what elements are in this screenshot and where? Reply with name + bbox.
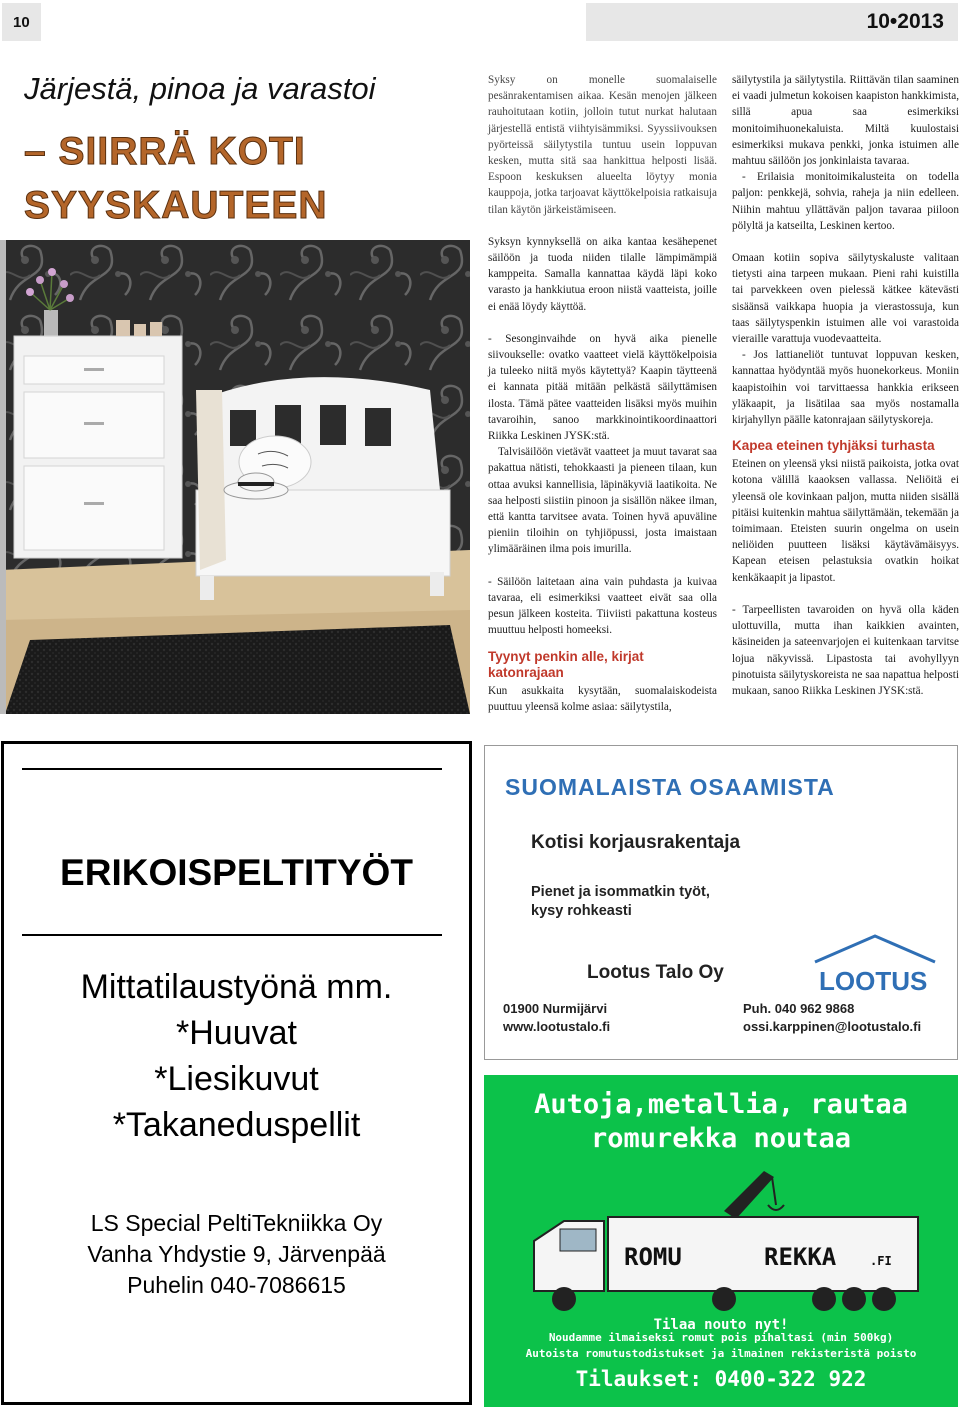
truck-text-tld: .FI bbox=[870, 1254, 892, 1268]
article-lead: Syksy on monelle suomalaiselle pesänrakentamisen aikaa. Kesän menojen jälkeen rauhoitutaan kotiin, jolloin tutut nurkat halutaan järjestellä entistä viihtyisämmiksi. Syyssiivouksen pyörteissä säilytystila tuntuu usein loppuvan kesken, mutta sitä saa hankittua helposti lisää. Espoon keskuksen alueelta löytyy monia kauppoja, jotka tarjoavat käyttökelpoisia ratkaisuja tilan käytön järkeistämiseen. bbox=[488, 74, 717, 216]
ad-line: *Liesikuvut bbox=[154, 1060, 319, 1098]
article-paragraph: - Tarpeellisten tavaroiden on hyvä olla käden ulottuvilla, mutta ihan kaikkien avainten, käsineiden ja sateenvarjojen ei kuitenkaan tarvitse lojua näkyvissä. Lipastosta tai avohyllyyn pinotuista säilytyskoreista ne saa napattua helposti mukaan, sanoo Riikka Leskinen JYSK:stä. bbox=[732, 603, 959, 697]
article-title-line1: – SIIRRÄ KOTI bbox=[24, 130, 306, 173]
truck-text-right: REKKA bbox=[764, 1243, 837, 1271]
article-paragraph: säilytystila ja säilytystila. Riittävän tilan saaminen ei vaadi julmetun kokoisen kaapiston hankkimista, sillä apua saa esimerkiksi monitoimihuonekaluista. Miltä kuulostaisi esimerkiksi mukava penkki, jonka istuimen alle mahtuu säilöön jos jonkinlaista tavaraa. bbox=[732, 74, 959, 168]
article-paragraph: - Säilöön laitetaan aina vain puhdasta ja kuivaa tavaraa, eli esimerkiksi vaatteet eivät saa olla pesun jälkeen kosteita. Tiiviisti pakattuna kosteus muuttuu helposti homeeksi. bbox=[488, 575, 717, 637]
ad-romurekka bbox=[484, 1075, 958, 1407]
ad-tagline bbox=[531, 883, 710, 921]
article-paragraph: Eteinen on yleensä yksi niistä paikoista, jotka ovat kotona välillä kaaoksen vallassa. Neliöitä ei yleensä ole kovinkaan paljon, mutta niiden sisällä pitäisi kuitenkin mahtua säilyttämään, tekemään ja toimimaan. Eteisten suurin ongelma on usein neliöiden puutteen lisäksi käytävämäisyys. Kapean eteisen pelastuksia ovatkin hoikat kenkäkaapit ja lipastot. bbox=[732, 458, 959, 584]
ad-offer: Noudamme ilmaiseksi romut pois pihaltasi (min 500kg) bbox=[548, 1331, 894, 1344]
ad-lootus bbox=[484, 745, 958, 1060]
truck-text-left: ROMU bbox=[624, 1243, 682, 1271]
truck-illustration bbox=[524, 1171, 924, 1331]
ad-line: *Huuvat bbox=[176, 1014, 297, 1052]
ad-contact-left bbox=[503, 1000, 610, 1036]
ad-heading: SUOMALAISTA OSAAMISTA bbox=[505, 774, 835, 800]
issue-box bbox=[586, 3, 958, 41]
ad-tagline-line: Pienet ja isommatkin työt, bbox=[531, 884, 710, 900]
article-paragraph: - Sesonginvaihde on hyvä aika pienelle siivoukselle: ovatko vaatteet vielä käyttökelpoisia ja tuleeko niitä myös käytettyä? Kaapin täytteenä ei kannata pitää mitään pelkästä säilyttämisen ilosta. Tämä pätee vaatteiden lisäksi myös muihin tavaroihin, sanoo markkinointikoordinaattori Riikka Leskinen JYSK:stä. bbox=[488, 332, 717, 443]
article-column-2 bbox=[732, 72, 959, 699]
ad-contact-right bbox=[743, 1000, 921, 1036]
ad-heading-line2: romurekka noutaa bbox=[590, 1123, 852, 1154]
ad-website-link[interactable]: www.lootustalo.fi bbox=[503, 1019, 611, 1034]
article-paragraph: Syksyn kynnyksellä on aika kantaa kesähepenet säilöön ja tuoda niiden tilalle lämpimämpiä kamppeita. Samalla kannattaa käydä läpi koko varasto ja hankkiutua eroon niistä vaatteista, joille ei enää löydy käyttöä. bbox=[488, 235, 717, 313]
article-paragraph: - Jos lattianeliöt tuntuvat loppuvan kesken, kannattaa hyödyntää myös huonekorkeus. Moniin kaapistoihin voi tarvittaessa hankkia erikseen yläkaapit, ja lisätilaa saa myös nostamalla kirjahyllyn päälle katonrajaan säilytyskoreja. bbox=[732, 349, 959, 427]
article-paragraph: Kun asukkaita kysytään, suomalaiskodeista puuttuu yleensä kolme asiaa: säilytystila, bbox=[488, 684, 717, 713]
ad-company-name: LS Special PeltiTekniikka Oy bbox=[90, 1210, 383, 1236]
ad-line: Mittatilaustyönä mm. bbox=[80, 968, 393, 1006]
ad-sheet-metal bbox=[1, 741, 472, 1405]
ad-line: *Takaneduspellit bbox=[112, 1106, 361, 1144]
ad-heading: ERIKOISPELTITYÖT bbox=[60, 852, 413, 893]
page-number: 10 bbox=[13, 14, 30, 31]
article-paragraph: Omaan kotiin sopiva säilytyskaluste valitaan tietysti aina tarpeen mukaan. Pieni rahi kuistilla tai parvekkeen oven pielessä kätkee kätevästi sisäänsä vaikkapa huopia ja vierastossuja, kun taas säilytyspenkin istuimen alle voi varastoida vieraille varattuja vuodevaatteita. bbox=[732, 252, 959, 346]
article-subheading: Kapea eteinen tyhjäksi turhasta bbox=[732, 438, 935, 454]
ad-heading-line1: Autoja,metallia, rautaa bbox=[534, 1089, 908, 1120]
ad-offer-2: Autoista romutustodistukset ja ilmainen rekisteristä poisto bbox=[525, 1347, 917, 1360]
article-column-1 bbox=[488, 72, 717, 715]
lootus-logo bbox=[805, 932, 945, 998]
issue-number: 10•2013 bbox=[866, 10, 944, 33]
ad-subheading: Kotisi korjausrakentaja bbox=[531, 832, 741, 853]
ad-divider bbox=[22, 768, 442, 770]
article-paragraph: Talvisäilöön vietävät vaatteet ja muut tavarat saa pakattua nätisti, tehokkaasti ja pieneen tilaan, kun ottaa avuksi kannellisia, läpinäkyviä laatikoita. Ne saa helposti siistiin pinoon ja sisällön näkee ilman, että kantta tarvitsee avata. Toinen hyvä apuväline pieniin tiloihin on tyhjiöpussi, josta imaistaan ylimääräinen ilma pois imurilla. bbox=[488, 446, 717, 556]
article-subheading: Tyynyt penkin alle, kirjat katonrajaan bbox=[488, 648, 644, 680]
ad-address: 01900 Nurmijärvi bbox=[503, 1001, 608, 1016]
article-photo bbox=[0, 240, 470, 714]
ad-tagline-line: kysy rohkeasti bbox=[531, 903, 632, 919]
ad-phone: Puh. 040 962 9868 bbox=[743, 1001, 855, 1016]
article-paragraph: - Erilaisia monitoimikalusteita on todella paljon: penkkejä, sohvia, raheja ja niin edelleen. Niihin mahtuu yllättävän paljon tavaraa piiloon pölyltä ja katseilta, Leskinen kertoo. bbox=[732, 171, 959, 232]
ad-divider bbox=[22, 934, 442, 936]
ad-phone: Tilaukset: 0400-322 922 bbox=[575, 1367, 867, 1391]
ad-cta: Tilaa nouto nyt! bbox=[653, 1317, 789, 1333]
interior-photo bbox=[0, 240, 470, 714]
article-kicker: Järjestä, pinoa ja varastoi bbox=[24, 71, 376, 106]
ad-email-link[interactable]: ossi.karppinen@lootustalo.fi bbox=[743, 1019, 922, 1034]
ad-company-name: Lootus Talo Oy bbox=[587, 962, 724, 983]
article-title-line2: SYYSKAUTEEN bbox=[24, 184, 328, 227]
ad-company-address: Vanha Yhdystie 9, Järvenpää bbox=[87, 1241, 386, 1267]
ad-company-phone: Puhelin 040-7086615 bbox=[127, 1272, 346, 1298]
page-number-box bbox=[2, 3, 41, 41]
lootus-logo-text: LOOTUS bbox=[819, 966, 928, 996]
